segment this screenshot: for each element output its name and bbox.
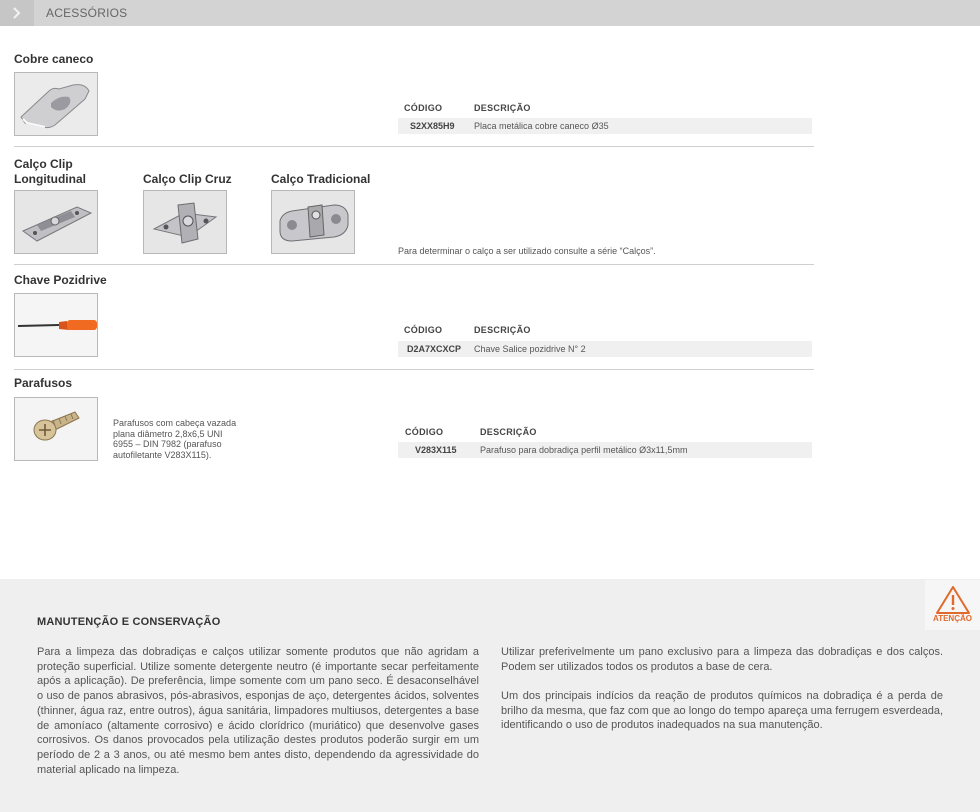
- chevron-right-icon[interactable]: [0, 0, 34, 26]
- parafusos-title: Parafusos: [14, 376, 73, 390]
- table-header-code: CÓDIGO: [405, 427, 444, 437]
- divider: [14, 146, 814, 147]
- cobre-caneco-title: Cobre caneco: [14, 52, 94, 66]
- table-row: [398, 442, 812, 458]
- calco-tradicional-title: Calço Tradicional: [271, 172, 371, 186]
- warning-label: ATENÇÃO: [933, 614, 972, 623]
- parafusos-note: Parafusos com cabeça vazada plana diâmetro 2,8x6,5 UNI 6955 – DIN 7982 (parafuso autofiletante V283X115).: [113, 418, 237, 460]
- maintenance-title: MANUTENÇÃO E CONSERVAÇÃO: [37, 616, 221, 628]
- product-description: Placa metálica cobre caneco Ø35: [474, 121, 609, 131]
- table-row: [398, 118, 812, 134]
- section-title: ACESSÓRIOS: [46, 6, 128, 20]
- table-header-description: DESCRIÇÃO: [474, 325, 531, 335]
- product-code: D2A7XCXCP: [407, 344, 462, 354]
- product-code: V283X115: [415, 445, 457, 455]
- chave-pozidrive-image: [14, 293, 98, 357]
- maintenance-left-paragraph: Para a limpeza das dobradiças e calços utilizar somente produtos que não agridam a proteção superficial. Utilize somente detergente neutro (é importante secar perfeitamente após a aplicação). De preferência, limpe somente com um pano seco. É desaconselhável o uso de panos abrasivos, pós-abrasivos, esponjas de aço, detergentes ácidos, solventes (thinner, água raz, entre outros), água sanitária, limpadores multiusos, detergentes a base de amoníaco (altamente corrosivo) e ácido clorídrico (muriático) que desenvolve gases corrosivos. Os danos provocados pela utilização destes produtos poderão surgir em um período de 2 a 3 anos, ou até mesmo bem antes disto, dependendo da agressividade do material aplicado na limpeza.: [37, 646, 479, 776]
- table-header-description: DESCRIÇÃO: [474, 103, 531, 113]
- maintenance-right-paragraph-1: Utilizar preferivelmente um pano exclusivo para a limpeza das dobradiças e dos calços. Podem ser utilizados todos os produtos a base de cera.: [501, 646, 943, 673]
- warning-badge: [925, 580, 980, 630]
- product-description: Parafuso para dobradiça perfil metálico Ø3x11,5mm: [480, 445, 688, 455]
- table-header-code: CÓDIGO: [404, 103, 443, 113]
- warning-icon: [935, 585, 971, 615]
- calco-clip-longitudinal-title: Calço Clip Longitudinal: [14, 157, 86, 186]
- product-description: Chave Salice pozidrive N° 2: [474, 344, 586, 354]
- parafuso-image: [14, 397, 98, 461]
- section-header: [0, 0, 980, 26]
- calco-clip-cruz-image: [143, 190, 227, 254]
- calco-clip-cruz-title: Calço Clip Cruz: [143, 172, 232, 186]
- divider: [14, 369, 814, 370]
- calco-tradicional-image: [271, 190, 355, 254]
- calco-clip-longitudinal-image: [14, 190, 98, 254]
- chave-pozidrive-title: Chave Pozidrive: [14, 273, 107, 287]
- maintenance-right-paragraph-2: Um dos principais indícios da reação de produtos químicos na dobradiça é a perda de brilho da mesma, que faz com que ao longo do tempo apareça uma ferrugem esverdeada, identificando o uso de produtos inadequados na sua manutenção.: [501, 690, 943, 732]
- table-row: [398, 341, 812, 357]
- cobre-caneco-image: [14, 72, 98, 136]
- product-code: S2XX85H9: [410, 121, 455, 131]
- table-header-code: CÓDIGO: [404, 325, 443, 335]
- divider: [14, 264, 814, 265]
- table-header-description: DESCRIÇÃO: [480, 427, 537, 437]
- calcos-note: Para determinar o calço a ser utilizado consulte a série “Calços”.: [398, 246, 656, 256]
